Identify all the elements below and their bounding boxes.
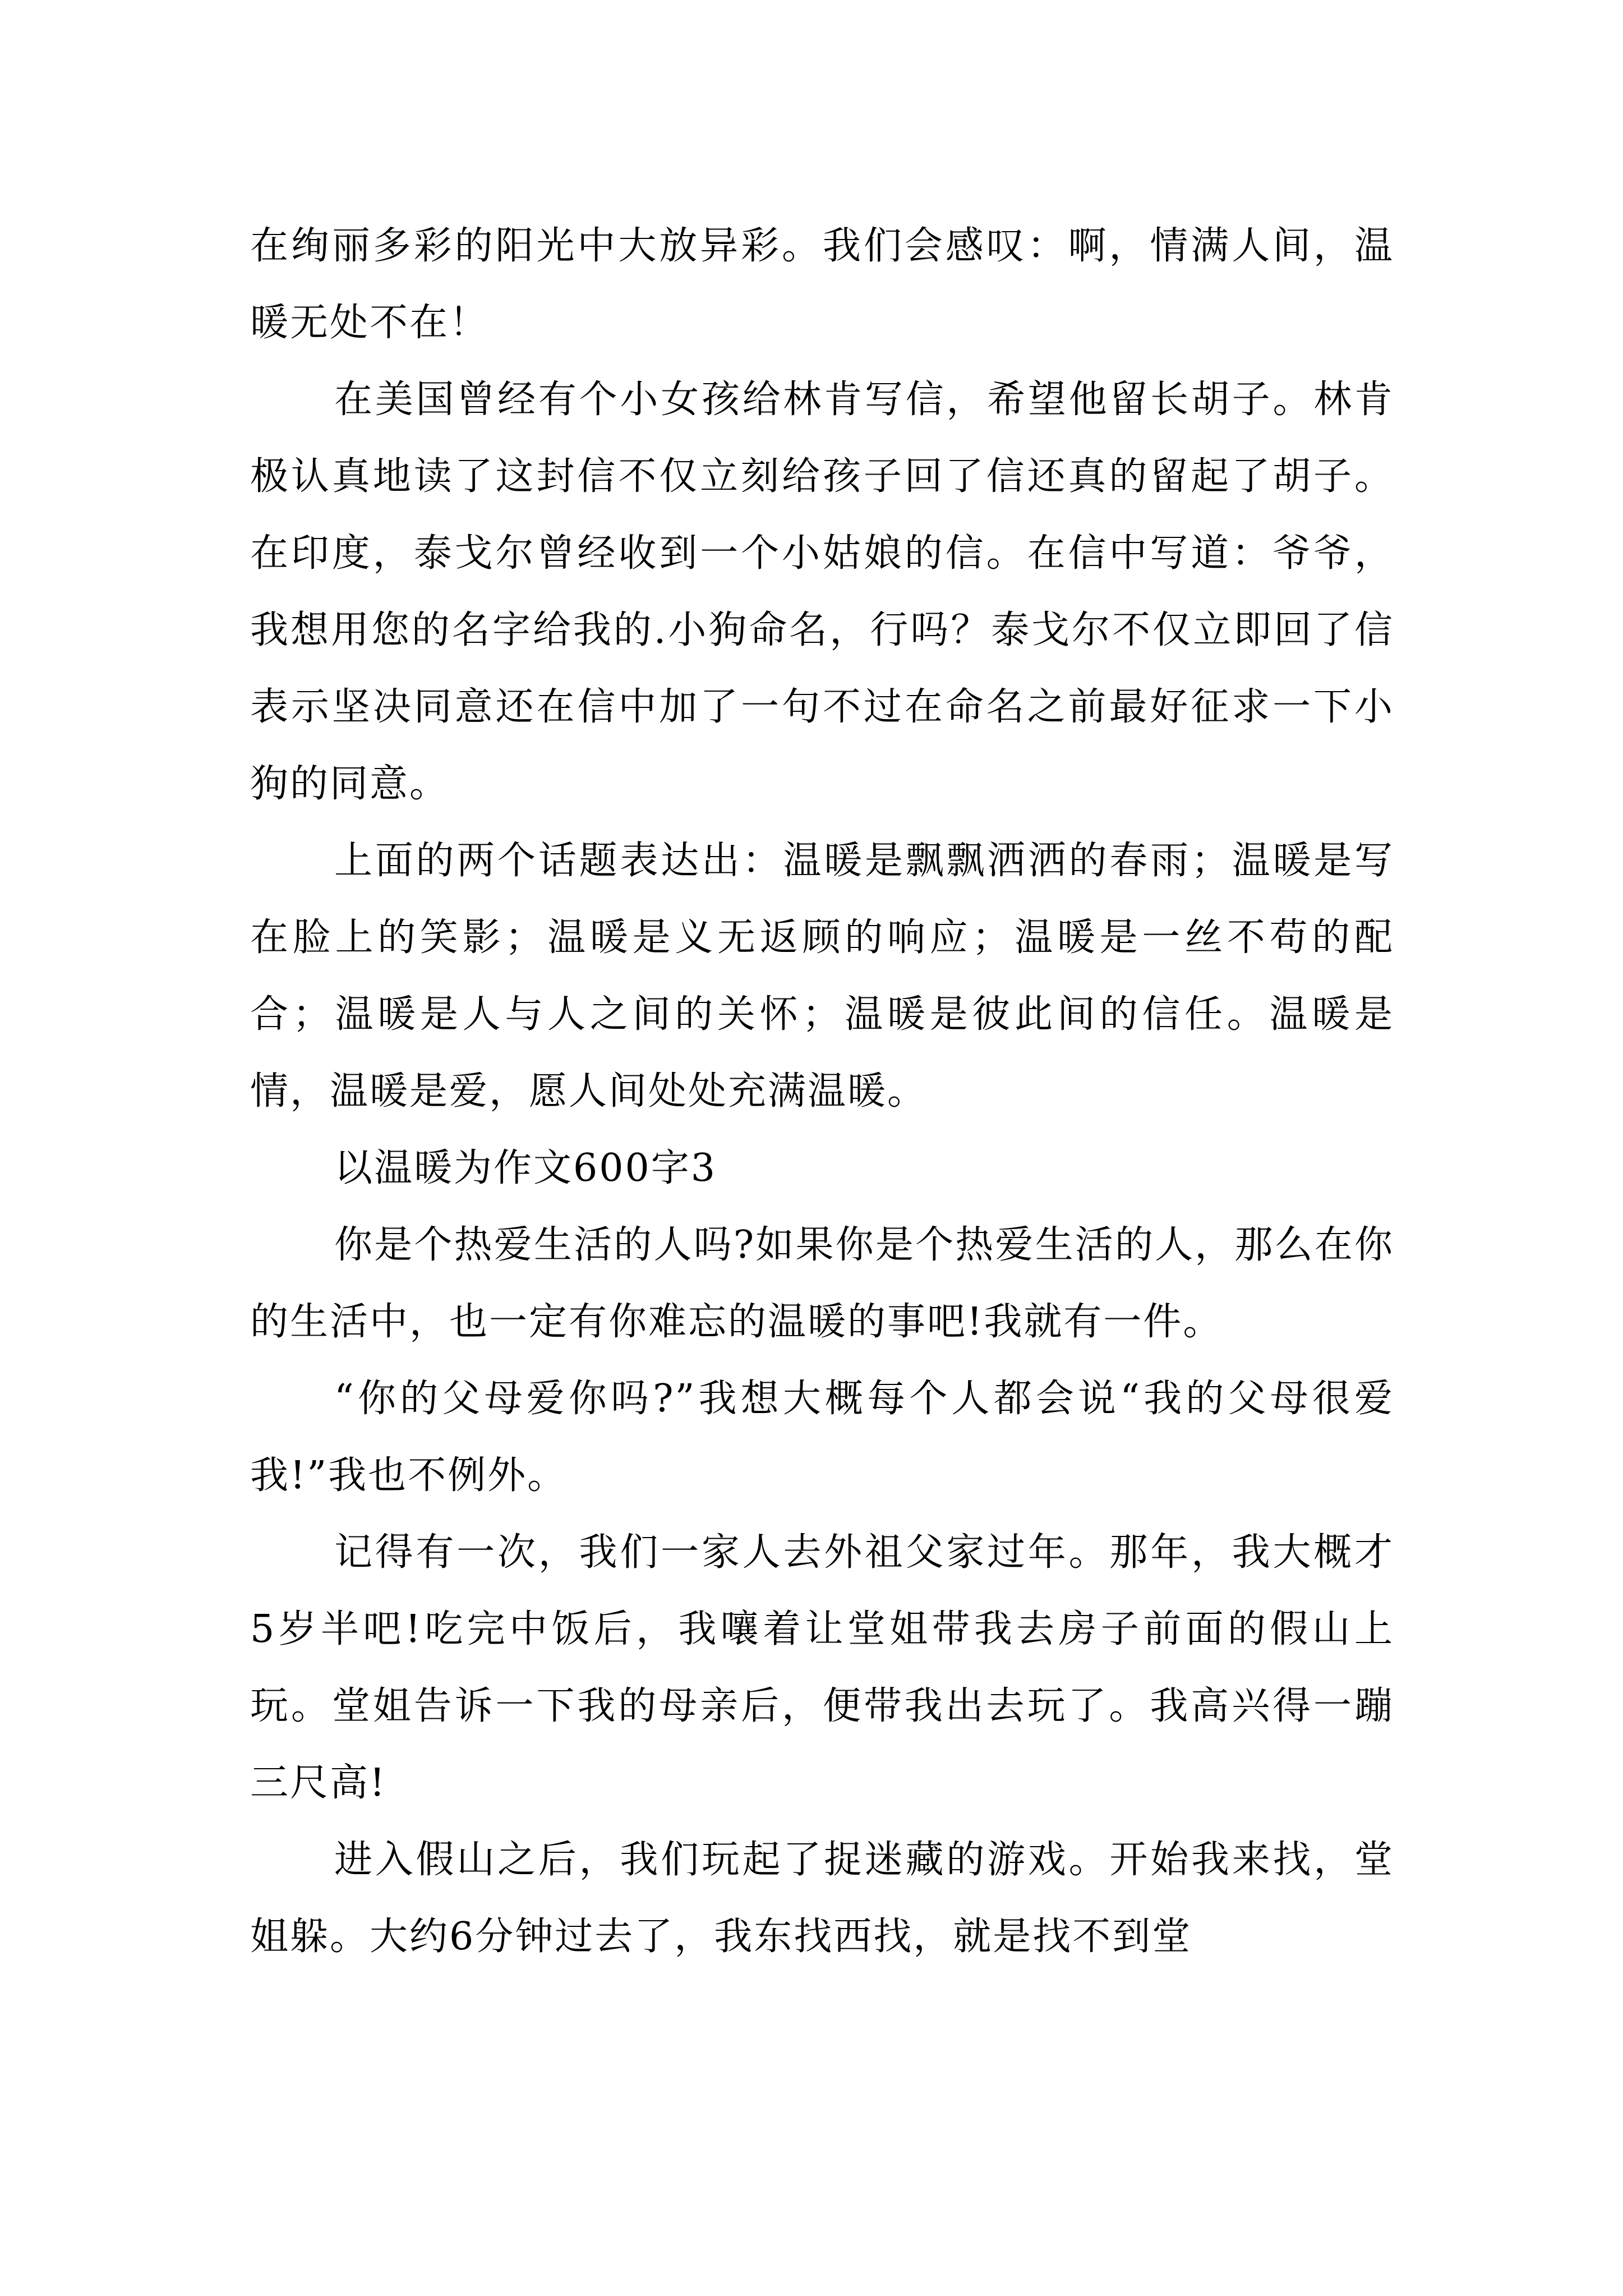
- paragraph-6: 记得有一次，我们一家人去外祖父家过年。那年，我大概才5岁半吧!吃完中饭后，我嚷着让堂姐带我去房子前面的假山上玩。堂姐告诉一下我的母亲后，便带我出去玩了。我高兴得一蹦三尺高!: [250, 1530, 1394, 1805]
- paragraph-5: “你的父母爱你吗?”我想大概每个人都会说“我的父母很爱我!”我也不例外。: [250, 1377, 1394, 1498]
- paragraph-2: 在美国曾经有个小女孩给林肯写信，希望他留长胡子。林肯极认真地读了这封信不仅立刻给孩子回了信还真的留起了胡子。在印度，泰戈尔曾经收到一个小姑娘的信。在信中写道：爷爷，我想用您的名字给我的.小狗命名，行吗？泰戈尔不仅立即回了信表示坚决同意还在信中加了一句不过在命名之前最好征求一下小狗的同意。: [250, 378, 1394, 806]
- section-heading: 以温暖为作文600字3: [334, 1146, 717, 1190]
- paragraph-1: 在绚丽多彩的阳光中大放异彩。我们会感叹：啊，情满人间，温暖无处不在！: [250, 224, 1394, 345]
- document-body: [250, 208, 1394, 1975]
- paragraph-3: 上面的两个话题表达出：温暖是飘飘洒洒的春雨；温暖是写在脸上的笑影；温暖是义无返顾的响应；温暖是一丝不苟的配合；温暖是人与人之间的关怀；温暖是彼此间的信任。温暖是情，温暖是爱，愿人间处处充满温暖。: [250, 839, 1394, 1114]
- paragraph-4: 你是个热爱生活的人吗?如果你是个热爱生活的人，那么在你的生活中，也一定有你难忘的温暖的事吧!我就有一件。: [250, 1223, 1394, 1344]
- paragraph-7: 进入假山之后，我们玩起了捉迷藏的游戏。开始我来找，堂姐躲。大约6分钟过去了，我东找西找，就是找不到堂: [250, 1838, 1394, 1959]
